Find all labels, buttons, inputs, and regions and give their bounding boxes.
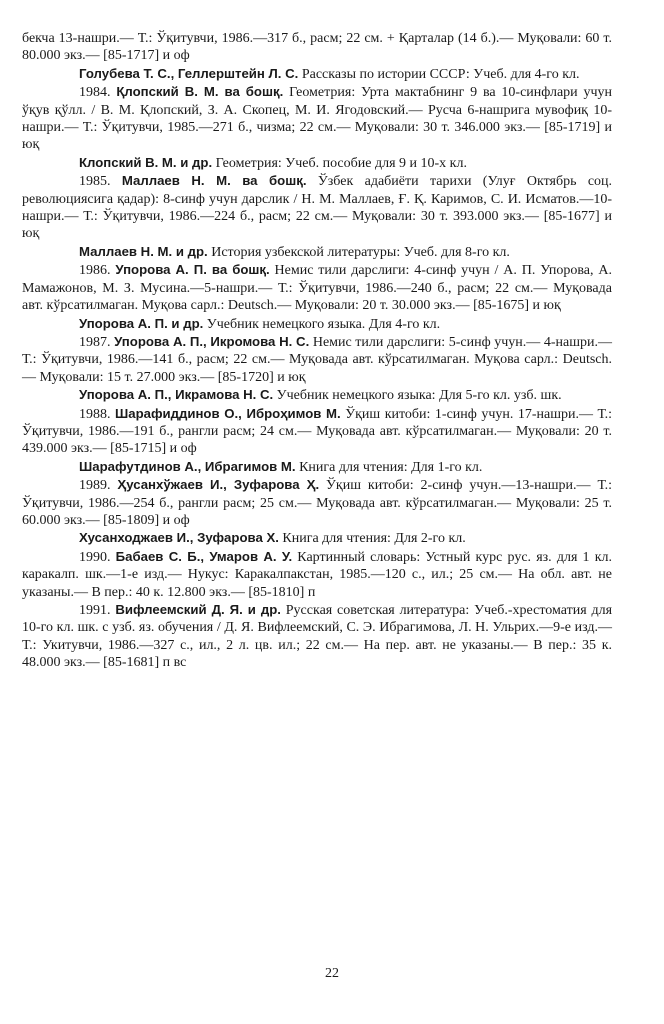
entry-text: Геометрия: Урта мактабнинг 9 ва 10-синфлари учун ўқув қўлл. / В. М. Қлопский, З. А. Скопец, М. И. Ягодовский.— Русча 6-нашрига мувофиқ 10-нашри.— Т.: Ўқитувчи, 1985.—271 б., чизма; 22 см.— Муқовали: 30 т. 346.000 экз.— [85-1719] и юқ xyxy=(22,85,613,153)
entry-heading: Шарафутдинов А., Ибрагимов М. xyxy=(79,458,296,474)
entry-number: 1985. xyxy=(79,174,111,190)
entry-text: Ўқиш китоби: 2-синф учун.—13-нашри.— Т.: Ўқитувчи, 1986.—254 б., рангли расм; 25 см.— Муқовада авт. кўрсатилмаган.— Муқовали: 25 т. 60.000 экз.— [85-1809] и оф xyxy=(22,478,612,528)
bibliography-entry xyxy=(22,386,612,404)
bibliography-entry xyxy=(22,333,612,386)
entry-heading: Шарафиддинов О., Иброҳимов М. xyxy=(115,405,341,421)
entry-number: 1991. xyxy=(79,603,111,618)
entry-text: бекча 13-нашри.— Т.: Ўқитувчи, 1986.—317 б., расм; 22 см. + Қарталар (14 б.).— Муқовали: 60 т. 80.000 экз.— [85-1717] и оф xyxy=(22,31,612,64)
entry-heading: Клопский В. М. и др. xyxy=(79,154,213,170)
entry-number: 1990. xyxy=(79,549,111,565)
entry-heading: Упорова А. П., Икрамова Н. С. xyxy=(79,387,274,403)
entry-heading: Маллаев Н. М. и др. xyxy=(79,243,208,259)
entry-heading: Хусанходжаев И., Зуфарова Х. xyxy=(79,530,279,546)
bibliography-entry xyxy=(22,476,612,529)
bibliography-entry xyxy=(22,548,612,601)
entry-text: Геометрия: Учеб. пособие для 9 и 10-х кл. xyxy=(215,155,467,171)
entry-heading: Ҳусанхўжаев И., Зуфарова Ҳ. xyxy=(117,477,320,493)
entry-number: 1988. xyxy=(79,406,111,422)
entry-heading: Бабаев С. Б., Умаров А. У. xyxy=(115,548,293,564)
bibliography-entry xyxy=(22,172,612,243)
entry-heading: Голубева Т. С., Геллерштейн Л. С. xyxy=(79,65,299,81)
entry-text: Немис тили дарслиги: 4-синф учун / А. П. Упорова, А. Мамажонов, М. З. Мусина.—5-нашри.— Т.: Ўқитувчи, 1986.—240 б., расм; 22 см.— Муқовада авт. кўрсатилмаган. Муқова сарл.: Deutsch.— Муқовали: 20 т. 30.000 экз.— [85-1675] и юқ xyxy=(22,263,613,314)
entry-text: Ўқиш китоби: 1-синф учун. 17-нашри.— Т.: Ўқитувчи, 1986.—191 б., рангли расм; 24 см.— Муқовада авт. кўрсатилмаган.— Муқовали: 20 т. 439.000 экз.— [85-1715] и оф xyxy=(22,406,613,457)
bibliography-entry xyxy=(22,65,612,83)
bibliography-entry xyxy=(22,243,612,261)
bibliography-entry xyxy=(22,83,612,154)
bibliography-entry xyxy=(22,529,612,547)
entry-number: 1986. xyxy=(79,263,111,279)
entry-text: Немис тили дарслиги: 5-синф учун.— 4-нашри.— Т.: Ўқитувчи, 1986.—141 б., расм; 22 см.— Муқовада авт. кўрсатилмаган. Муқова сарл.: Deutsch.— Муқовали: 15 т. 27.000 экз.— [85-1720] и юқ xyxy=(22,334,612,385)
entry-number: 1984. xyxy=(79,85,111,101)
entry-text: Русская советская литература: Учеб.-хрестоматия для 10-го кл. шк. с узб. яз. обучения / Д. Я. Вифлеемский, С. Э. Ибрагимова, Л. Н. Ульрих.—9-е изд.— Т.: Укитувчи, 1986.—327 с., ил., 2 л. цв. ил.; 22 см.— На пер. авт. не указаны.— В пер.: 35 к. 48.000 экз.— [85-1681] п вс xyxy=(22,603,613,671)
bibliography-entry xyxy=(22,30,612,65)
entry-text: Книга для чтения: Для 2-го кл. xyxy=(282,531,466,547)
bibliography-entry xyxy=(22,601,612,672)
entry-heading: Маллаев Н. М. ва бошқ. xyxy=(121,173,307,189)
entry-heading: Упорова А. П., Икромова Н. С. xyxy=(114,333,310,349)
bibliography-entry xyxy=(22,458,612,476)
bibliography-entry xyxy=(22,315,612,333)
page-number: 22 xyxy=(325,966,339,981)
entry-text: Ўзбек адабиёти тарихи (Улуғ Октябрь соц. революциясига қадар): 8-синф учун дарслик / Н. М. Маллаев, Ғ. Қ. Каримов, С. И. Исматов.—10-нашри.— Т.: Ўқитувчи, 1986.—224 б., расм; 22 см.— Муқовали: 30 т. 393.000 экз.— [85-1677] и юқ xyxy=(22,174,613,242)
bibliography-text xyxy=(22,30,612,672)
entry-text: Рассказы по истории СССР: Учеб. для 4-го кл. xyxy=(301,66,580,82)
entry-text: История узбекской литературы: Учеб. для 8-го кл. xyxy=(211,244,510,260)
entry-text: Учебник немецкого языка. Для 4-го кл. xyxy=(206,316,441,332)
entry-text: Учебник немецкого языка: Для 5-го кл. узб. шк. xyxy=(276,388,562,404)
entry-number: 1989. xyxy=(79,478,111,494)
bibliography-entry xyxy=(22,405,612,458)
bibliography-entry xyxy=(22,261,612,314)
entry-heading: Вифлеемский Д. Я. и др. xyxy=(115,602,281,617)
entry-heading: Упорова А. П. и др. xyxy=(79,315,204,331)
entry-number: 1987. xyxy=(79,334,111,350)
bibliography-entry xyxy=(22,154,612,172)
entry-text: Картинный словарь: Устный курс рус. яз. для 1 кл. каракалп. шк.—1-е изд.— Нукус: Каракалпакстан, 1985.—120 с., ил.; 25 см.— На обл. авт. не указаны.— В пер.: 40 к. 12.800 экз.— [85-1810] п xyxy=(22,549,613,600)
entry-heading: Упорова А. П. ва бошқ. xyxy=(115,262,270,278)
entry-text: Книга для чтения: Для 1-го кл. xyxy=(299,459,483,475)
entry-heading: Қлопский В. М. ва бошқ. xyxy=(116,84,284,100)
